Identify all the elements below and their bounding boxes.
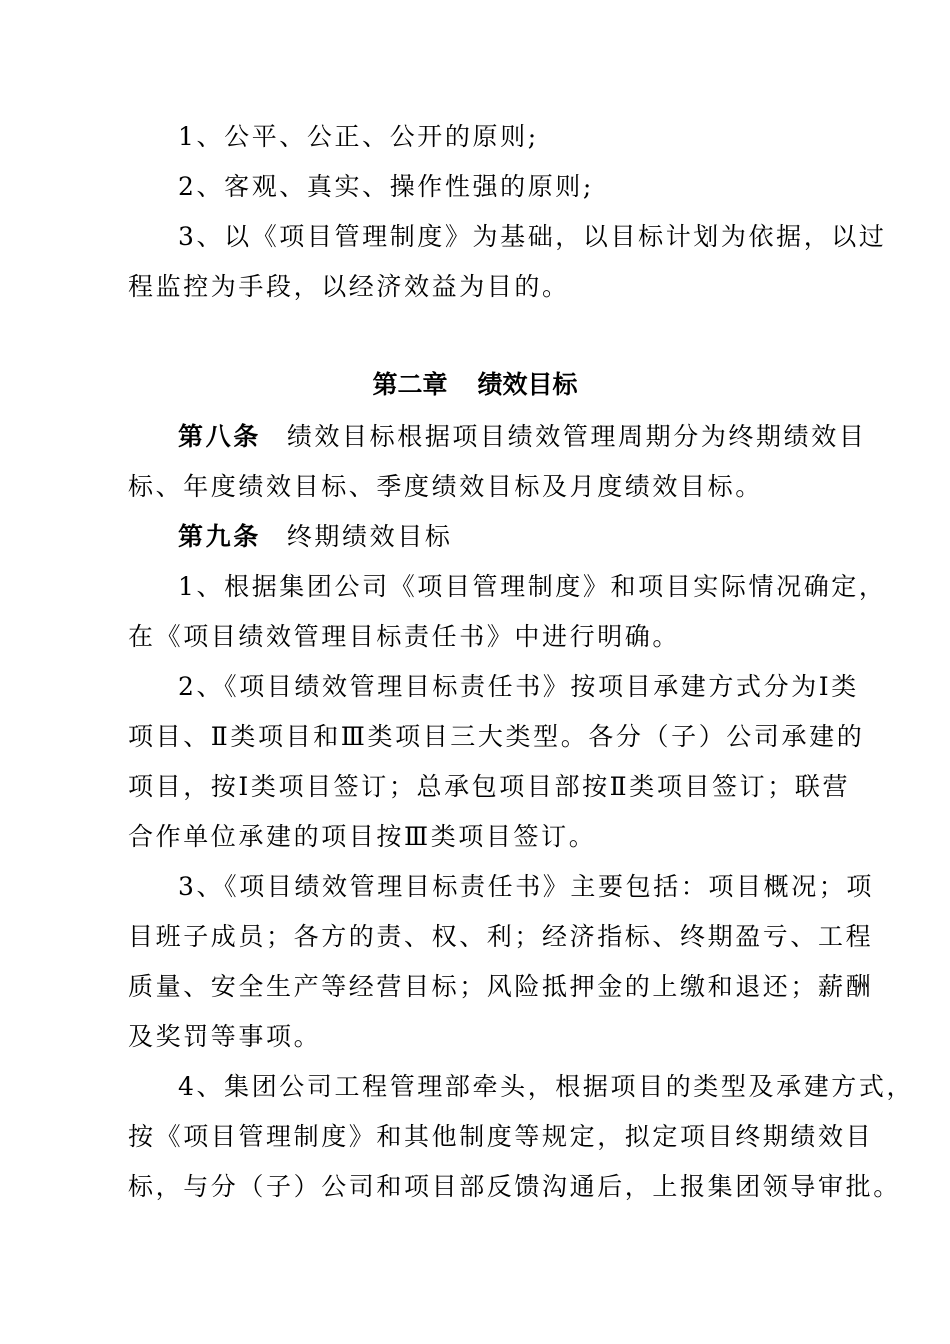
article-9-p2-line2: 项目、Ⅱ类项目和Ⅲ类项目三大类型。各分（子）公司承建的 bbox=[128, 722, 865, 751]
article-8-line1 bbox=[178, 422, 867, 452]
principle-item-3-line1: 3、以《项目管理制度》为基础，以目标计划为依据，以过 bbox=[178, 222, 887, 251]
chapter-heading bbox=[0, 370, 950, 400]
article-9-title: 终期绩效目标 bbox=[286, 522, 453, 551]
article-8-label: 第八条 bbox=[178, 422, 261, 451]
article-9-p3-line3: 质量、安全生产等经营目标；风险抵押金的上缴和退还；薪酬 bbox=[128, 972, 874, 1001]
article-9-p4-line3: 标，与分（子）公司和项目部反馈沟通后，上报集团领导审批。 bbox=[128, 1172, 901, 1201]
article-9-p3-line2: 目班子成员；各方的责、权、利；经济指标、终期盈亏、工程 bbox=[128, 922, 874, 951]
article-9-p2-line3: 项目，按Ⅰ类项目签订；总承包项目部按Ⅱ类项目签订；联营 bbox=[128, 772, 851, 801]
article-9-heading bbox=[178, 522, 848, 552]
article-9-p1-line1: 1、根据集团公司《项目管理制度》和项目实际情况确定， bbox=[178, 572, 887, 601]
article-9-p1-line2: 在《项目绩效管理目标责任书》中进行明确。 bbox=[128, 622, 681, 651]
article-9-p2-line1: 2、《项目绩效管理目标责任书》按项目承建方式分为Ⅰ类 bbox=[178, 672, 859, 701]
article-9-label: 第九条 bbox=[178, 522, 261, 551]
article-8-line2: 标、年度绩效目标、季度绩效目标及月度绩效目标。 bbox=[128, 472, 763, 501]
article-9-p4-line2: 按《项目管理制度》和其他制度等规定，拟定项目终期绩效目 bbox=[128, 1122, 874, 1151]
chapter-number: 第二章 bbox=[372, 370, 448, 399]
article-9-p3-line4: 及奖罚等事项。 bbox=[128, 1022, 322, 1051]
article-9-p3-line1: 3、《项目绩效管理目标责任书》主要包括：项目概况；项 bbox=[178, 872, 875, 901]
principle-item-2: 2、客观、真实、操作性强的原则; bbox=[178, 172, 594, 201]
principle-item-1: 1、公平、公正、公开的原则; bbox=[178, 122, 539, 151]
article-9-p4-line1: 4、集团公司工程管理部牵头，根据项目的类型及承建方式， bbox=[178, 1072, 915, 1101]
article-8-text-1: 绩效目标根据项目绩效管理周期分为终期绩效目 bbox=[286, 422, 867, 451]
principle-item-3-line2: 程监控为手段，以经济效益为目的。 bbox=[128, 272, 570, 301]
article-9-p2-line4: 合作单位承建的项目按Ⅲ类项目签订。 bbox=[128, 822, 597, 851]
chapter-title: 绩效目标 bbox=[477, 370, 578, 399]
